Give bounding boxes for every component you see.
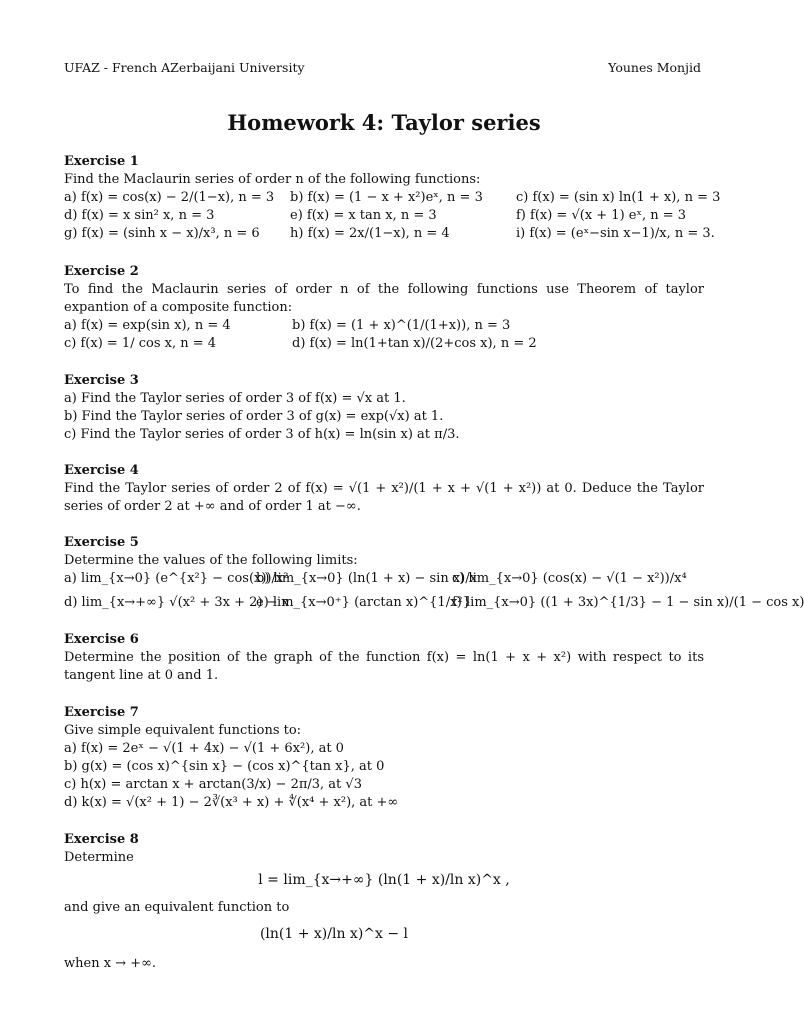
exercise-title: Exercise 3	[64, 373, 139, 388]
exercise-2	[64, 263, 704, 353]
header-university: UFAZ - French AZerbaijani University	[64, 60, 305, 75]
exercise-item: a) lim_{x→0} (e^{x²} − cos(x))/x²	[64, 571, 289, 586]
exercise-3	[64, 372, 704, 444]
exercise-item: d) f(x) = x sin² x, n = 3	[64, 208, 215, 223]
exercise-item: i) f(x) = (eˣ−sin x−1)/x, n = 3.	[516, 226, 715, 241]
exercise-row	[64, 189, 721, 207]
exercise-intro: Determine	[64, 850, 134, 865]
limit-formula: l = lim_{x→+∞} (ln(1 + x)/ln x)^x ,	[258, 872, 510, 888]
exercise-row	[64, 317, 704, 335]
exercise-4	[64, 462, 704, 516]
exercise-item: d) k(x) = √(x² + 1) − 2∛(x³ + x) + ∜(x⁴ + x²), at +∞	[64, 795, 399, 810]
exercise-item: d) f(x) = ln(1+tan x)/(2+cos x), n = 2	[292, 336, 537, 351]
header-author: Younes Monjid	[608, 60, 701, 75]
equivalent-formula: (ln(1 + x)/ln x)^x − l	[259, 926, 409, 942]
exercise-intro: Determine the values of the following limits:	[64, 553, 358, 568]
exercise-item: b) g(x) = (cos x)^{sin x} − (cos x)^{tan x}, at 0	[64, 759, 385, 774]
exercise-title: Exercise 6	[64, 632, 139, 647]
exercise-text: and give an equivalent function to	[64, 900, 290, 915]
exercise-item: c) Find the Taylor series of order 3 of h(x) = ln(sin x) at π/3.	[64, 427, 460, 442]
exercise-item: e) f(x) = x tan x, n = 3	[290, 208, 437, 223]
exercise-item: a) Find the Taylor series of order 3 of f(x) = √x at 1.	[64, 391, 406, 406]
exercise-item: e) lim_{x→0⁺} (arctan x)^{1/x²}	[256, 595, 471, 610]
exercise-item: c) f(x) = (sin x) ln(1 + x), n = 3	[516, 190, 721, 205]
exercise-title: Exercise 5	[64, 535, 139, 550]
exercise-title: Exercise 7	[64, 705, 139, 720]
exercise-item: c) h(x) = arctan x + arctan(3/x) − 2π/3, at √3	[64, 777, 362, 792]
exercise-title: Exercise 8	[64, 832, 139, 847]
exercise-item: h) f(x) = 2x/(1−x), n = 4	[290, 226, 450, 241]
exercise-item: c) lim_{x→0} (cos(x) − √(1 − x²))/x⁴	[452, 571, 687, 586]
exercise-item: a) f(x) = 2eˣ − √(1 + 4x) − √(1 + 6x²), at 0	[64, 741, 344, 756]
exercise-8	[64, 831, 704, 973]
exercise-item: a) f(x) = cos(x) − 2/(1−x), n = 3	[64, 190, 275, 205]
exercise-item: f) f(x) = √(x + 1) eˣ, n = 3	[516, 208, 687, 223]
exercise-title: Exercise 4	[64, 463, 139, 478]
exercise-item: c) f(x) = 1/ cos x, n = 4	[64, 336, 217, 351]
exercise-title: Exercise 2	[64, 264, 139, 279]
exercise-intro: Find the Maclaurin series of order n of the following functions:	[64, 172, 481, 187]
exercise-row	[64, 225, 715, 243]
exercise-row	[64, 335, 704, 353]
exercise-item: b) Find the Taylor series of order 3 of g(x) = exp(√x) at 1.	[64, 409, 444, 424]
exercise-6	[64, 631, 704, 685]
exercise-text: Find the Taylor series of order 2 of f(x) = √(1 + x²)/(1 + x + √(1 + x²)) at 0. Deduce the Taylor series of order 2 at +∞ and of order 1 at −∞.	[64, 481, 704, 514]
exercise-row	[64, 570, 704, 594]
exercise-item: g) f(x) = (sinh x − x)/x³, n = 6	[64, 226, 260, 241]
exercise-item: a) f(x) = exp(sin x), n = 4	[64, 318, 231, 333]
exercise-intro: Give simple equivalent functions to:	[64, 723, 302, 738]
exercise-intro: To find the Maclaurin series of order n of the following functions use Theorem of taylor expantion of a composite function:	[64, 282, 704, 315]
document-title: Homework 4: Taylor series	[227, 110, 541, 135]
exercise-item: d) lim_{x→+∞} √(x² + 3x + 2) − x	[64, 595, 289, 610]
exercise-1	[64, 153, 721, 243]
exercise-5	[64, 534, 804, 618]
exercise-item: b) lim_{x→0} (ln(1 + x) − sin x)/x	[256, 571, 477, 586]
exercise-row	[64, 207, 704, 225]
exercise-row	[64, 594, 804, 618]
exercise-title: Exercise 1	[64, 154, 139, 169]
exercise-text: Determine the position of the graph of the function f(x) = ln(1 + x + x²) with respect to its tangent line at 0 and 1.	[64, 650, 704, 683]
exercise-item: f) lim_{x→0} ((1 + 3x)^{1/3} − 1 − sin x)/(1 − cos x)	[452, 595, 804, 610]
exercise-7	[64, 704, 704, 812]
exercise-item: b) f(x) = (1 + x)^(1/(1+x)), n = 3	[292, 318, 511, 333]
exercise-item: b) f(x) = (1 − x + x²)eˣ, n = 3	[290, 190, 483, 205]
exercise-text: when x → +∞.	[64, 956, 157, 971]
